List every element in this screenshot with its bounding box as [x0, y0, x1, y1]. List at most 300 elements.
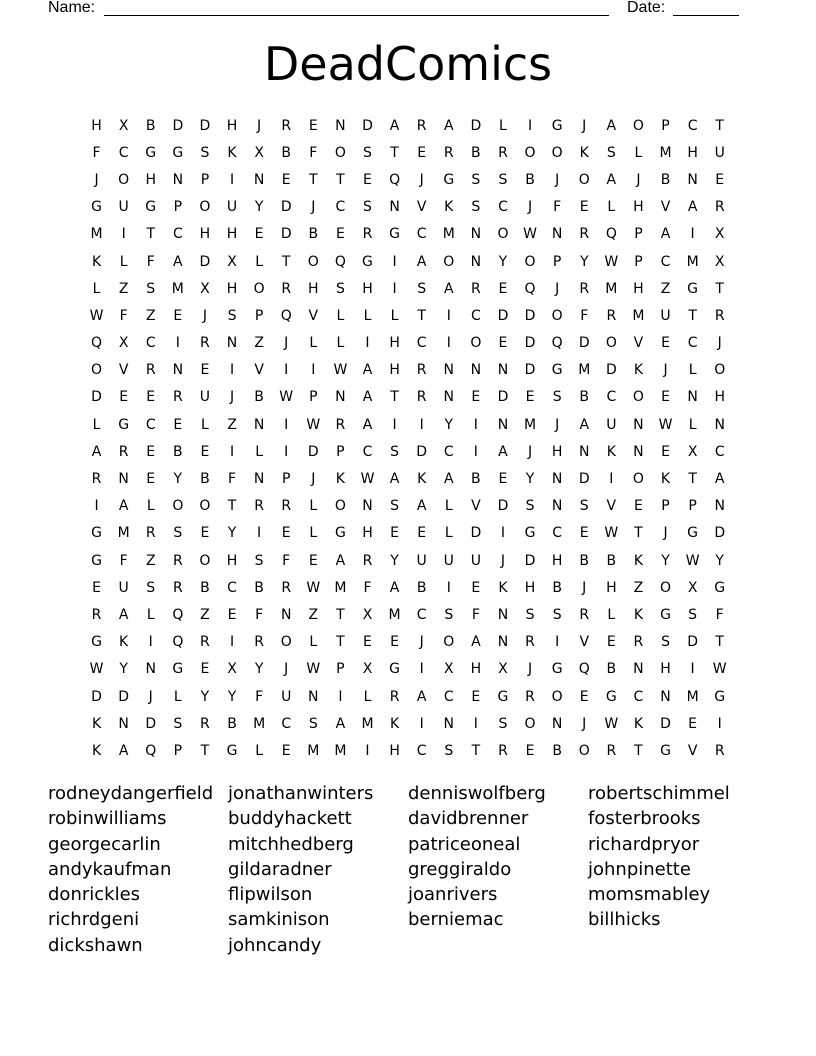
grid-letter[interactable]: T	[336, 606, 345, 623]
grid-letter[interactable]: D	[714, 525, 726, 542]
grid-letter[interactable]: J	[500, 552, 506, 569]
grid-letter[interactable]: P	[336, 443, 345, 460]
grid-letter[interactable]: A	[118, 498, 129, 515]
grid-letter[interactable]: X	[227, 661, 237, 678]
grid-letter[interactable]: I	[500, 525, 506, 542]
grid-letter[interactable]: I	[392, 416, 397, 433]
grid-letter[interactable]: E	[633, 498, 643, 515]
grid-letter[interactable]: F	[282, 552, 291, 569]
grid-letter[interactable]: C	[145, 335, 156, 352]
grid-letter[interactable]: I	[473, 715, 478, 732]
grid-letter[interactable]: B	[579, 389, 590, 406]
grid-letter[interactable]: C	[118, 144, 129, 161]
grid-letter[interactable]: L	[309, 634, 318, 651]
grid-letter[interactable]: W	[360, 471, 375, 488]
grid-letter[interactable]: D	[524, 552, 536, 569]
grid-letter[interactable]: U	[118, 199, 129, 216]
grid-letter[interactable]: I	[284, 416, 289, 433]
grid-letter[interactable]: E	[471, 579, 481, 596]
grid-letter[interactable]: I	[446, 307, 451, 324]
grid-letter[interactable]: O	[524, 144, 536, 161]
grid-letter[interactable]: H	[362, 525, 373, 542]
grid-letter[interactable]: O	[307, 253, 319, 270]
grid-letter[interactable]: N	[335, 117, 346, 134]
grid-letter[interactable]: G	[714, 579, 726, 596]
grid-letter[interactable]: D	[660, 715, 671, 732]
grid-letter[interactable]: D	[199, 253, 211, 270]
grid-letter[interactable]: T	[715, 634, 724, 651]
grid-letter[interactable]: N	[443, 715, 454, 732]
grid-letter[interactable]: Y	[579, 253, 589, 270]
grid-letter[interactable]: N	[551, 226, 563, 243]
grid-letter[interactable]: O	[632, 389, 644, 406]
grid-letter[interactable]: I	[690, 661, 695, 678]
grid-letter[interactable]: L	[688, 362, 697, 379]
grid-letter[interactable]: R	[606, 307, 617, 324]
grid-letter[interactable]: R	[362, 552, 373, 569]
grid-letter[interactable]: J	[555, 416, 560, 433]
grid-letter[interactable]: L	[634, 144, 643, 161]
grid-letter[interactable]: M	[686, 253, 699, 270]
grid-letter[interactable]: C	[281, 715, 292, 732]
grid-letter[interactable]: C	[416, 335, 427, 352]
grid-letter[interactable]: N	[714, 498, 725, 515]
grid-letter[interactable]: N	[660, 688, 671, 705]
grid-letter[interactable]: A	[606, 117, 617, 134]
grid-letter[interactable]: E	[661, 335, 670, 352]
grid-letter[interactable]: J	[311, 199, 316, 216]
grid-letter[interactable]: T	[715, 117, 724, 134]
grid-letter[interactable]: B	[281, 144, 291, 161]
grid-letter[interactable]: K	[389, 715, 400, 732]
grid-letter[interactable]: T	[688, 471, 697, 488]
grid-letter[interactable]: M	[388, 606, 401, 623]
grid-letter[interactable]: K	[606, 443, 616, 460]
grid-letter[interactable]: T	[417, 307, 426, 324]
grid-letter[interactable]: R	[606, 742, 617, 759]
grid-letter[interactable]: U	[118, 579, 129, 596]
grid-letter[interactable]: B	[200, 471, 210, 488]
grid-letter[interactable]: C	[227, 579, 237, 596]
grid-letter[interactable]: Z	[308, 606, 319, 623]
grid-letter[interactable]: L	[92, 280, 101, 297]
grid-letter[interactable]: T	[281, 253, 291, 270]
grid-letter[interactable]: H	[389, 362, 400, 379]
grid-letter[interactable]: I	[365, 742, 370, 759]
grid-letter[interactable]: A	[471, 634, 481, 651]
grid-letter[interactable]: C	[416, 606, 427, 623]
grid-letter[interactable]: R	[416, 117, 427, 134]
grid-letter[interactable]: R	[525, 634, 535, 651]
grid-letter[interactable]: V	[118, 362, 129, 379]
grid-letter[interactable]: I	[527, 117, 533, 134]
grid-letter[interactable]: A	[173, 253, 183, 270]
grid-letter[interactable]: A	[606, 171, 617, 188]
grid-letter[interactable]: P	[552, 253, 562, 270]
grid-letter[interactable]: H	[714, 389, 725, 406]
grid-letter[interactable]: T	[200, 742, 210, 759]
grid-letter[interactable]: E	[146, 389, 156, 406]
grid-letter[interactable]: M	[117, 525, 130, 542]
grid-letter[interactable]: L	[363, 688, 372, 705]
grid-letter[interactable]: C	[714, 443, 725, 460]
grid-letter[interactable]: I	[365, 335, 370, 352]
grid-letter[interactable]: H	[660, 661, 671, 678]
grid-letter[interactable]: I	[419, 416, 424, 433]
grid-letter[interactable]: H	[226, 280, 238, 297]
grid-letter[interactable]: J	[527, 661, 533, 678]
grid-letter[interactable]: Y	[200, 688, 210, 705]
grid-letter[interactable]: Z	[633, 579, 644, 596]
grid-letter[interactable]: Q	[524, 280, 536, 297]
grid-letter[interactable]: B	[660, 171, 671, 188]
grid-letter[interactable]: Q	[551, 335, 563, 352]
grid-letter[interactable]: E	[390, 525, 399, 542]
grid-letter[interactable]: K	[579, 144, 589, 161]
grid-letter[interactable]: H	[362, 280, 373, 297]
grid-letter[interactable]: A	[416, 688, 427, 705]
grid-letter[interactable]: D	[524, 362, 536, 379]
grid-letter[interactable]: A	[443, 280, 454, 297]
grid-letter[interactable]: M	[524, 416, 537, 433]
grid-letter[interactable]: V	[416, 199, 427, 216]
grid-letter[interactable]: E	[281, 742, 291, 759]
grid-letter[interactable]: E	[579, 525, 589, 542]
grid-letter[interactable]: Y	[715, 552, 724, 569]
grid-letter[interactable]: D	[280, 226, 292, 243]
grid-letter[interactable]: N	[145, 661, 156, 678]
grid-letter[interactable]: J	[663, 362, 668, 379]
grid-letter[interactable]: A	[389, 471, 400, 488]
grid-letter[interactable]: L	[309, 525, 318, 542]
grid-letter[interactable]: D	[524, 307, 536, 324]
grid-letter[interactable]: B	[471, 471, 481, 488]
grid-letter[interactable]: A	[118, 742, 129, 759]
grid-letter[interactable]: R	[281, 280, 292, 297]
grid-letter[interactable]: I	[473, 443, 478, 460]
grid-letter[interactable]: C	[362, 443, 373, 460]
grid-letter[interactable]: G	[551, 362, 563, 379]
grid-letter[interactable]: R	[91, 606, 102, 623]
grid-letter[interactable]: F	[119, 307, 128, 324]
grid-letter[interactable]: C	[416, 226, 427, 243]
grid-letter[interactable]: D	[470, 525, 482, 542]
grid-letter[interactable]: R	[579, 280, 590, 297]
grid-letter[interactable]: T	[471, 742, 481, 759]
grid-letter[interactable]: G	[687, 525, 699, 542]
grid-letter[interactable]: E	[579, 688, 589, 705]
grid-letter[interactable]: G	[714, 688, 726, 705]
grid-letter[interactable]: J	[527, 443, 533, 460]
grid-letter[interactable]: N	[443, 362, 454, 379]
grid-letter[interactable]: W	[712, 661, 727, 678]
grid-letter[interactable]: I	[284, 443, 289, 460]
grid-letter[interactable]: C	[660, 253, 671, 270]
grid-letter[interactable]: N	[308, 688, 319, 705]
grid-letter[interactable]: J	[419, 171, 424, 188]
grid-letter[interactable]: A	[389, 117, 400, 134]
grid-letter[interactable]: C	[443, 443, 454, 460]
grid-letter[interactable]: P	[661, 498, 670, 515]
grid-letter[interactable]: O	[497, 226, 509, 243]
grid-letter[interactable]: Y	[498, 253, 508, 270]
date-blank-line[interactable]	[673, 15, 739, 16]
grid-letter[interactable]: M	[632, 307, 645, 324]
grid-letter[interactable]: K	[119, 634, 129, 651]
grid-letter[interactable]: F	[255, 606, 264, 623]
grid-letter[interactable]: L	[92, 416, 101, 433]
grid-letter[interactable]: C	[470, 307, 481, 324]
grid-letter[interactable]: E	[119, 389, 129, 406]
grid-letter[interactable]: X	[687, 443, 698, 460]
grid-letter[interactable]: A	[362, 362, 373, 379]
grid-letter[interactable]: A	[498, 443, 508, 460]
grid-letter[interactable]: S	[363, 199, 372, 216]
grid-letter[interactable]: R	[281, 117, 292, 134]
grid-letter[interactable]: K	[91, 715, 102, 732]
grid-letter[interactable]: L	[146, 498, 155, 515]
grid-letter[interactable]: N	[497, 362, 509, 379]
grid-letter[interactable]: A	[335, 552, 346, 569]
grid-letter[interactable]: I	[148, 634, 153, 651]
grid-letter[interactable]: E	[200, 362, 210, 379]
grid-letter[interactable]: G	[226, 742, 238, 759]
grid-letter[interactable]: E	[335, 226, 345, 243]
grid-letter[interactable]: R	[200, 715, 210, 732]
grid-letter[interactable]: I	[229, 634, 235, 651]
grid-letter[interactable]: N	[497, 606, 509, 623]
grid-letter[interactable]: D	[199, 117, 211, 134]
grid-letter[interactable]: S	[417, 280, 427, 297]
grid-letter[interactable]: J	[94, 171, 99, 188]
grid-letter[interactable]: Y	[254, 661, 264, 678]
grid-letter[interactable]: E	[281, 171, 291, 188]
grid-letter[interactable]: C	[335, 199, 346, 216]
grid-letter[interactable]: Q	[145, 742, 157, 759]
grid-letter[interactable]: E	[173, 307, 183, 324]
grid-letter[interactable]: J	[284, 335, 289, 352]
grid-letter[interactable]: S	[525, 498, 535, 515]
grid-letter[interactable]: M	[686, 688, 699, 705]
grid-letter[interactable]: O	[199, 498, 211, 515]
grid-letter[interactable]: E	[227, 606, 237, 623]
grid-letter[interactable]: J	[717, 335, 722, 352]
grid-letter[interactable]: O	[172, 498, 184, 515]
grid-letter[interactable]: E	[688, 715, 698, 732]
grid-letter[interactable]: O	[551, 307, 563, 324]
grid-letter[interactable]: B	[308, 226, 319, 243]
grid-letter[interactable]: U	[443, 552, 454, 569]
grid-letter[interactable]: I	[311, 362, 316, 379]
grid-letter[interactable]: H	[308, 280, 319, 297]
grid-letter[interactable]: R	[362, 226, 373, 243]
grid-letter[interactable]: N	[226, 335, 238, 352]
grid-letter[interactable]: E	[417, 525, 427, 542]
grid-letter[interactable]: H	[199, 226, 211, 243]
grid-letter[interactable]: E	[498, 335, 508, 352]
grid-letter[interactable]: C	[145, 416, 156, 433]
grid-letter[interactable]: Y	[661, 552, 670, 569]
grid-letter[interactable]: S	[146, 579, 156, 596]
grid-letter[interactable]: C	[606, 389, 617, 406]
grid-letter[interactable]: M	[171, 280, 184, 297]
grid-letter[interactable]: M	[442, 226, 455, 243]
grid-letter[interactable]: W	[89, 661, 104, 678]
grid-letter[interactable]: R	[254, 498, 264, 515]
grid-letter[interactable]: K	[633, 362, 644, 379]
grid-letter[interactable]: D	[172, 117, 184, 134]
grid-letter[interactable]: E	[661, 443, 670, 460]
grid-letter[interactable]: W	[523, 226, 537, 243]
grid-letter[interactable]: K	[444, 199, 454, 216]
grid-letter[interactable]: K	[91, 253, 102, 270]
grid-letter[interactable]: X	[714, 226, 725, 243]
grid-letter[interactable]: E	[498, 280, 508, 297]
grid-letter[interactable]: S	[579, 498, 589, 515]
grid-letter[interactable]: J	[663, 525, 668, 542]
grid-letter[interactable]: L	[119, 253, 128, 270]
grid-letter[interactable]: O	[632, 471, 644, 488]
grid-letter[interactable]: D	[578, 471, 590, 488]
grid-letter[interactable]: H	[226, 226, 238, 243]
grid-letter[interactable]: T	[634, 742, 643, 759]
grid-letter[interactable]: I	[175, 335, 180, 352]
grid-letter[interactable]: N	[443, 389, 454, 406]
grid-letter[interactable]: S	[308, 715, 318, 732]
grid-letter[interactable]: A	[443, 471, 454, 488]
grid-letter[interactable]: A	[579, 416, 590, 433]
grid-letter[interactable]: J	[148, 688, 153, 705]
grid-letter[interactable]: X	[362, 606, 373, 623]
grid-letter[interactable]: P	[634, 253, 643, 270]
grid-letter[interactable]: H	[551, 552, 563, 569]
grid-letter[interactable]: E	[525, 389, 535, 406]
grid-letter[interactable]: O	[253, 280, 265, 297]
grid-letter[interactable]: U	[199, 389, 211, 406]
grid-letter[interactable]: U	[416, 552, 427, 569]
grid-letter[interactable]: T	[336, 171, 345, 188]
grid-letter[interactable]: O	[714, 362, 726, 379]
grid-letter[interactable]: J	[582, 579, 587, 596]
grid-letter[interactable]: X	[254, 144, 264, 161]
grid-letter[interactable]: S	[173, 525, 183, 542]
grid-letter[interactable]: I	[229, 362, 235, 379]
grid-letter[interactable]: T	[688, 307, 697, 324]
grid-letter[interactable]: B	[254, 579, 264, 596]
grid-letter[interactable]: L	[146, 606, 155, 623]
grid-letter[interactable]: E	[254, 226, 264, 243]
grid-letter[interactable]: V	[606, 498, 617, 515]
grid-letter[interactable]: K	[498, 579, 508, 596]
grid-letter[interactable]: N	[497, 416, 509, 433]
grid-letter[interactable]: W	[658, 416, 673, 433]
grid-letter[interactable]: O	[660, 579, 672, 596]
grid-letter[interactable]: N	[172, 171, 184, 188]
grid-letter[interactable]: R	[172, 389, 183, 406]
grid-letter[interactable]: F	[471, 606, 480, 623]
grid-letter[interactable]: L	[255, 253, 264, 270]
grid-letter[interactable]: R	[254, 634, 264, 651]
grid-letter[interactable]: G	[118, 416, 130, 433]
grid-letter[interactable]: E	[606, 634, 616, 651]
grid-letter[interactable]: R	[281, 579, 292, 596]
grid-letter[interactable]: J	[555, 171, 560, 188]
grid-letter[interactable]: Z	[254, 335, 264, 352]
grid-letter[interactable]: P	[634, 226, 643, 243]
grid-letter[interactable]: G	[362, 253, 373, 270]
grid-letter[interactable]: O	[199, 199, 211, 216]
grid-letter[interactable]: J	[582, 715, 587, 732]
grid-letter[interactable]: N	[280, 606, 292, 623]
grid-letter[interactable]: R	[443, 144, 454, 161]
grid-letter[interactable]: A	[91, 443, 102, 460]
grid-letter[interactable]: A	[660, 226, 671, 243]
grid-letter[interactable]: I	[229, 171, 235, 188]
grid-letter[interactable]: R	[416, 362, 427, 379]
grid-letter[interactable]: T	[227, 498, 237, 515]
grid-letter[interactable]: U	[714, 144, 725, 161]
grid-letter[interactable]: R	[498, 742, 508, 759]
grid-letter[interactable]: A	[714, 471, 725, 488]
grid-letter[interactable]: O	[578, 742, 590, 759]
grid-letter[interactable]: I	[257, 525, 262, 542]
grid-letter[interactable]: D	[91, 389, 102, 406]
grid-letter[interactable]: S	[444, 742, 454, 759]
grid-letter[interactable]: R	[714, 199, 725, 216]
grid-letter[interactable]: Z	[200, 606, 210, 623]
grid-letter[interactable]: U	[281, 688, 292, 705]
grid-letter[interactable]: M	[334, 742, 347, 759]
grid-letter[interactable]: I	[690, 226, 695, 243]
grid-letter[interactable]: S	[471, 171, 481, 188]
grid-letter[interactable]: N	[633, 416, 644, 433]
grid-letter[interactable]: U	[660, 307, 671, 324]
grid-letter[interactable]: J	[311, 471, 316, 488]
grid-letter[interactable]: E	[363, 634, 372, 651]
grid-letter[interactable]: F	[309, 144, 318, 161]
grid-letter[interactable]: N	[551, 471, 563, 488]
grid-letter[interactable]: I	[473, 416, 478, 433]
grid-letter[interactable]: M	[605, 280, 618, 297]
grid-letter[interactable]: D	[605, 362, 617, 379]
grid-letter[interactable]: R	[335, 416, 346, 433]
grid-letter[interactable]: D	[280, 199, 292, 216]
grid-letter[interactable]: E	[471, 688, 481, 705]
grid-letter[interactable]: C	[416, 742, 427, 759]
name-blank-line[interactable]	[104, 15, 609, 16]
grid-letter[interactable]: E	[308, 552, 318, 569]
grid-letter[interactable]: B	[145, 117, 156, 134]
grid-letter[interactable]: V	[308, 307, 319, 324]
grid-letter[interactable]: V	[471, 498, 481, 515]
grid-letter[interactable]: C	[633, 688, 644, 705]
grid-letter[interactable]: R	[281, 498, 292, 515]
grid-letter[interactable]: N	[687, 171, 698, 188]
grid-letter[interactable]: P	[254, 307, 264, 324]
grid-letter[interactable]: C	[687, 117, 698, 134]
grid-letter[interactable]: Y	[525, 471, 535, 488]
grid-letter[interactable]: N	[714, 416, 725, 433]
grid-letter[interactable]: X	[687, 579, 698, 596]
grid-letter[interactable]: G	[687, 280, 699, 297]
grid-letter[interactable]: G	[524, 525, 536, 542]
grid-letter[interactable]: E	[200, 525, 210, 542]
grid-letter[interactable]: C	[172, 226, 183, 243]
grid-letter[interactable]: S	[606, 144, 616, 161]
grid-letter[interactable]: M	[90, 226, 103, 243]
grid-letter[interactable]: S	[498, 171, 508, 188]
grid-letter[interactable]: H	[91, 117, 102, 134]
